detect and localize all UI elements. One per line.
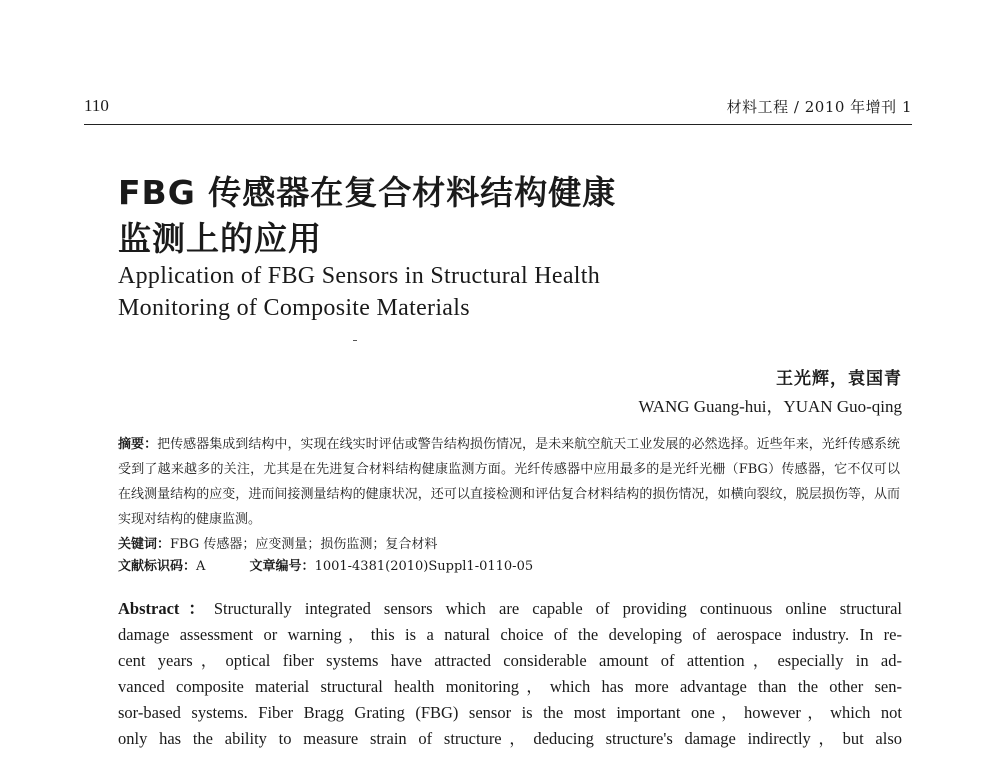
- abstract-english-line: cent years，optical fiber systems have attracted considerable amount of attention，especially in ad-: [118, 651, 902, 670]
- title-chinese-line-1: FBG 传感器在复合材料结构健康: [118, 173, 617, 212]
- abstract-english-line: damage assessment or warning，this is a natural choice of the developing of aerospace industry. In re-: [118, 625, 902, 644]
- keywords: [118, 535, 437, 555]
- keywords-label: 关键词：: [118, 537, 171, 552]
- abstract-english: [118, 596, 902, 752]
- identifiers: [118, 557, 533, 577]
- abstract-english-label: Abstract：: [118, 599, 214, 618]
- doc-code: A: [196, 559, 206, 574]
- stray-mark: [353, 340, 357, 341]
- page-header: [84, 94, 912, 125]
- article-number: 1001-4381(2010)Suppl1-0110-05: [314, 559, 534, 574]
- authors-english: WANG Guang-hui，YUAN Guo-qing: [638, 397, 902, 416]
- abstract-chinese-label: 摘要：: [118, 437, 158, 452]
- title-english-line-2: Monitoring of Composite Materials: [118, 295, 470, 321]
- doc-code-label: 文献标识码：: [118, 559, 197, 574]
- keywords-text: FBG 传感器；应变测量；损伤监测；复合材料: [170, 537, 438, 552]
- abstract-english-line: Abstract：Structurally integrated sensors which are capable of providing continuous online structural: [118, 599, 903, 618]
- authors-chinese: 王光辉，袁国青: [776, 369, 902, 389]
- article-number-label: 文章编号：: [249, 559, 315, 574]
- page-number: 110: [84, 96, 109, 115]
- abstract-chinese-text: 把传感器集成到结构中，实现在线实时评估或警告结构损伤情况，是未来航空航天工业发展的必然选择。近些年来，光纤传感系统受到了越来越多的关注，尤其是在先进复合材料结构健康监测方面。光纤传感器中应用最多的是光纤光栅（FBG）传感器，它不仅可以在线测量结构的应变，进而间接测量结构的健康状况，还可以直接检测和评估复合材料结构的损伤情况，如横向裂纹，脱层损伤等，从而实现对结构的健康监测。: [118, 437, 900, 527]
- journal-info: 材料工程 / 2010 年增刊 1: [726, 98, 912, 116]
- title-english-line-1: Application of FBG Sensors in Structural Health: [118, 263, 601, 289]
- abstract-chinese: [118, 432, 900, 532]
- title-chinese-line-2: 监测上的应用: [118, 219, 322, 258]
- abstract-english-line: sor-based systems. Fiber Bragg Grating (FBG) sensor is the most important one，however，which not: [118, 703, 902, 722]
- abstract-english-line: vanced composite material structural health monitoring，which has more advantage than the other sen-: [118, 677, 902, 696]
- title-chinese: [118, 170, 678, 262]
- title-english: [118, 260, 718, 324]
- abstract-english-line: only has the ability to measure strain of structure，deducing structure's damage indirectly，but also: [118, 729, 902, 748]
